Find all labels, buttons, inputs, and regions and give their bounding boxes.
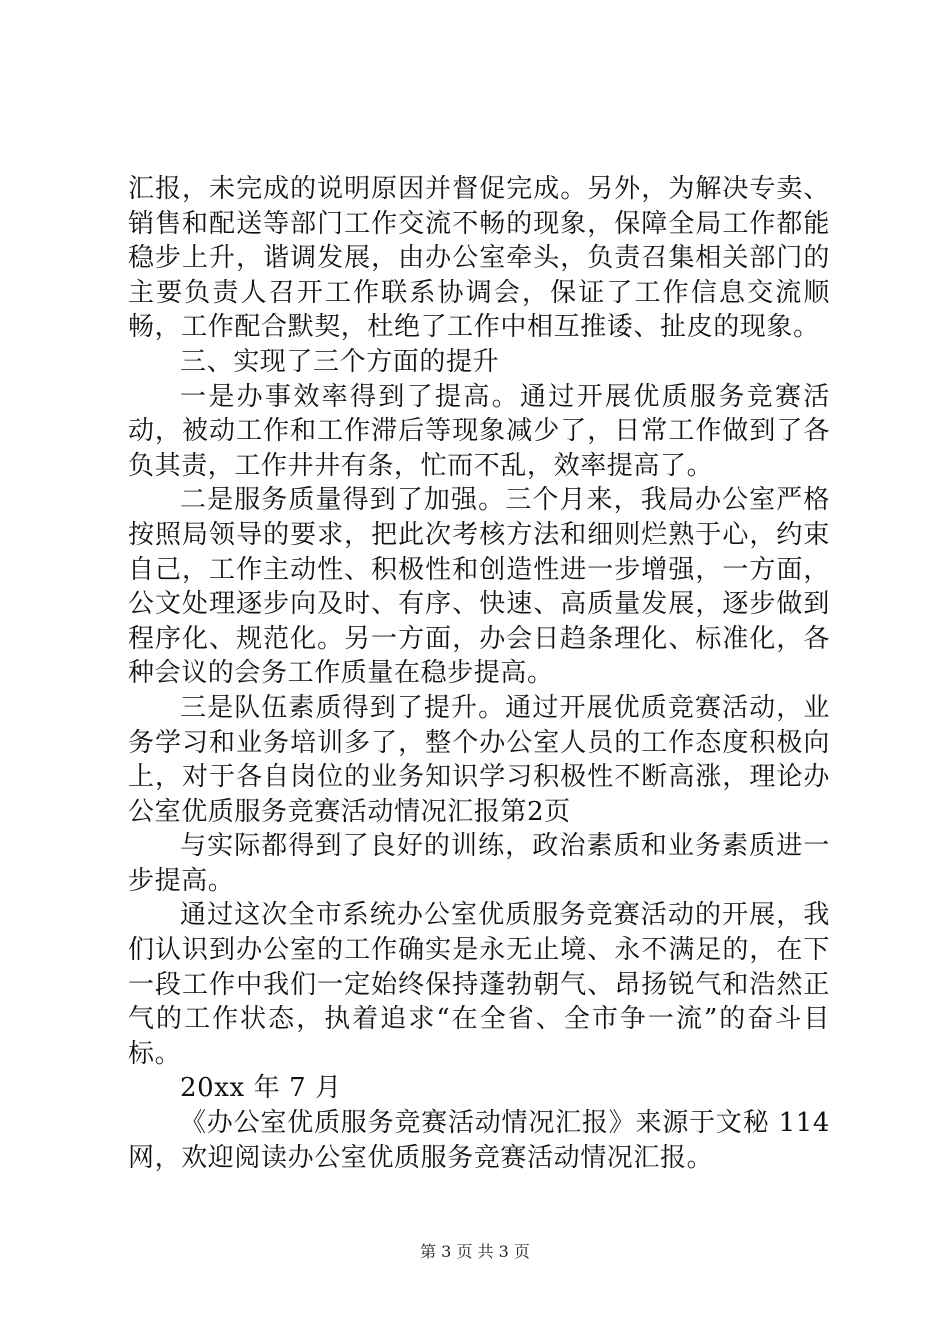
section-heading-improvements: 三、实现了三个方面的提升 [180,346,500,377]
paragraph-conclusion: 通过这次全市系统办公室优质服务竞赛活动的开展，我们认识到办公室的工作确实是永无止境、永不满足的，在下一段工作中我们一定始终保持蓬勃朝气、昂扬锐气和浩然正气的工作状态，执着追求“在全省、全市争一流”的奋斗目标。 [128,900,830,1069]
paragraph-coordination: 汇报，未完成的说明原因并督促完成。另外，为解决专卖、销售和配送等部门工作交流不畅的现象，保障全局工作都能稳步上升，谐调发展，由办公室牵头，负责召集相关部门的主要负责人召开工作联系协调会，保证了工作信息交流顺畅，工作配合默契，杜绝了工作中相互推诿、扯皮的现象。 [128,174,830,343]
page-footer: 第 3 页 共 3 页 [420,1242,530,1261]
paragraph-efficiency: 一是办事效率得到了提高。通过开展优质服务竞赛活动，被动工作和工作滞后等现象减少了，日常工作做到了各负其责，工作井井有条，忙而不乱，效率提高了。 [128,381,830,481]
paragraph-service-quality: 二是服务质量得到了加强。三个月来，我局办公室严格按照局领导的要求，把此次考核方法和细则烂熟于心，约束自己，工作主动性、积极性和创造性进一步增强，一方面，公文处理逐步向及时、有序、快速、高质量发展，逐步做到程序化、规范化。另一方面，办会日趋条理化、标准化，各种会议的会务工作质量在稳步提高。 [128,485,830,689]
paragraph-team-quality: 三是队伍素质得到了提升。通过开展优质竞赛活动，业务学习和业务培训多了，整个办公室人员的工作态度积极向上，对于各自岗位的业务知识学习积极性不断高涨，理论办公室优质服务竞赛活动情况汇报第2页 [128,692,830,827]
date-line: 20xx 年 7 月 [180,1073,342,1104]
paragraph-training: 与实际都得到了良好的训练，政治素质和业务素质进一步提高。 [128,831,830,896]
document-body [128,172,830,1175]
source-note: 《办公室优质服务竞赛活动情况汇报》来源于文秘 114 网，欢迎阅读办公室优质服务竞赛活动情况汇报。 [128,1108,830,1173]
